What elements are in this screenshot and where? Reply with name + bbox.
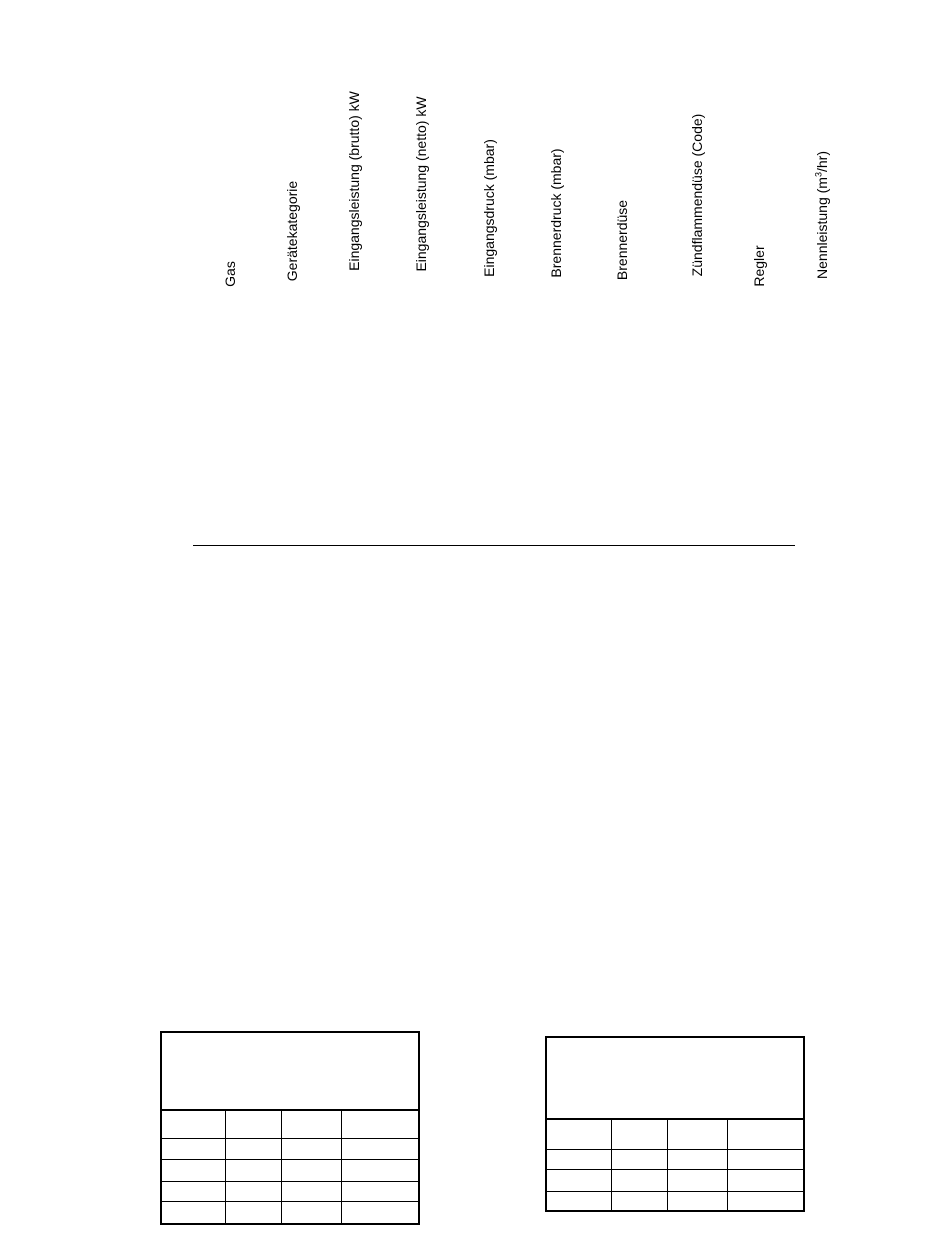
table-cell xyxy=(161,1201,225,1224)
table-row xyxy=(161,1201,419,1224)
table-cell xyxy=(611,1119,667,1149)
table-row xyxy=(161,1159,419,1181)
column-header-nennleistung xyxy=(814,151,830,279)
column-header-regler: Regler xyxy=(751,245,767,287)
table-title-cell xyxy=(546,1037,804,1119)
table-cell xyxy=(281,1138,341,1159)
table-cell xyxy=(667,1119,727,1149)
table-cell xyxy=(727,1169,804,1191)
horizontal-divider xyxy=(193,545,795,546)
table-cell xyxy=(611,1169,667,1191)
table-row xyxy=(161,1110,419,1138)
column-header-brennerdruck: Brennerdruck (mbar) xyxy=(548,148,564,278)
table-title-row xyxy=(546,1037,804,1119)
table-cell xyxy=(225,1159,281,1181)
table-cell xyxy=(281,1159,341,1181)
table-cell xyxy=(161,1138,225,1159)
table-cell xyxy=(161,1181,225,1201)
data-table-right xyxy=(545,1036,805,1212)
table-cell xyxy=(727,1191,804,1211)
column-header-eingangsdruck: Eingangsdruck (mbar) xyxy=(481,139,497,277)
nennleistung-label-prefix: Nennleistung (m xyxy=(814,177,830,279)
column-header-brennerduese: Brennerdüse xyxy=(614,199,630,281)
table-cell xyxy=(225,1110,281,1138)
table-row xyxy=(161,1138,419,1159)
table-cell xyxy=(546,1191,611,1211)
table-cell xyxy=(667,1191,727,1211)
table-row xyxy=(546,1119,804,1149)
nennleistung-label-sup: 3 xyxy=(813,172,824,178)
table-cell xyxy=(281,1201,341,1224)
table-row xyxy=(546,1149,804,1169)
table-cell xyxy=(281,1110,341,1138)
column-header-gas: Gas xyxy=(222,261,238,287)
table-cell xyxy=(727,1149,804,1169)
table-cell xyxy=(341,1201,419,1224)
table-cell xyxy=(546,1119,611,1149)
table-cell xyxy=(161,1159,225,1181)
table-title-row xyxy=(161,1032,419,1110)
table-cell xyxy=(341,1110,419,1138)
table-cell xyxy=(667,1169,727,1191)
table-cell xyxy=(341,1181,419,1201)
table-cell xyxy=(546,1149,611,1169)
table-cell xyxy=(667,1149,727,1169)
table-row xyxy=(161,1181,419,1201)
table-cell xyxy=(341,1138,419,1159)
table-title-cell xyxy=(161,1032,419,1110)
table-cell xyxy=(161,1110,225,1138)
table-cell xyxy=(225,1201,281,1224)
table-cell xyxy=(225,1138,281,1159)
table-cell xyxy=(225,1181,281,1201)
data-table-left xyxy=(160,1031,420,1225)
column-header-eingangsleistung-brutto: Eingangsleistung (brutto) kW xyxy=(346,91,362,271)
column-header-zuendflammenduese: Zündflammendüse (Code) xyxy=(689,113,705,277)
table-cell xyxy=(281,1181,341,1201)
table-cell xyxy=(546,1169,611,1191)
table-row xyxy=(546,1169,804,1191)
table-cell xyxy=(341,1159,419,1181)
table-cell xyxy=(611,1191,667,1211)
table-cell xyxy=(727,1119,804,1149)
column-header-eingangsleistung-netto: Eingangsleistung (netto) kW xyxy=(413,96,429,272)
column-header-geraetekategorie: Gerätekategorie xyxy=(284,180,300,282)
nennleistung-label-suffix: /hr) xyxy=(814,151,830,173)
table-cell xyxy=(611,1149,667,1169)
table-row xyxy=(546,1191,804,1211)
